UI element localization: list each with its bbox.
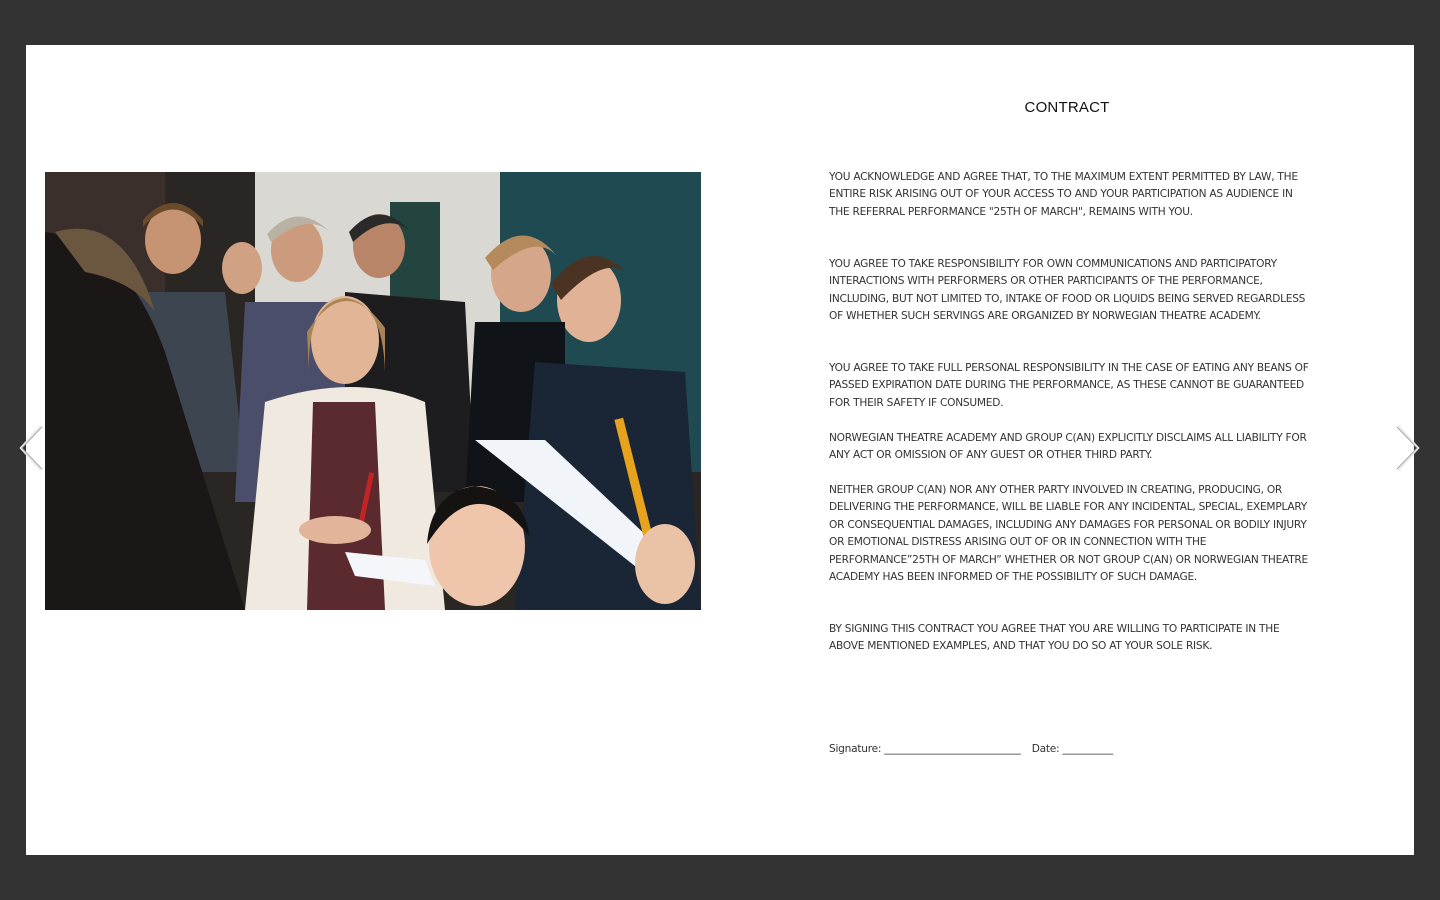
document-page	[26, 45, 1414, 855]
contract-clause: NORWEGIAN THEATRE ACADEMY AND GROUP C(AN) EXPLICITLY DISCLAIMS ALL LIABILITY FOR ANY ACT OR OMISSION OF ANY GUEST OR OTHER THIRD PARTY.	[829, 432, 1307, 462]
contract-clause: BY SIGNING THIS CONTRACT YOU AGREE THAT YOU ARE WILLING TO PARTICIPATE IN THE ABOVE MENTIONED EXAMPLES, AND THAT YOU DO SO AT YOUR SOLE RISK.	[829, 623, 1280, 653]
performance-photo	[45, 172, 701, 610]
contract-clause: YOU AGREE TO TAKE FULL PERSONAL RESPONSIBILITY IN THE CASE OF EATING ANY BEANS OF PASSED EXPIRATION DATE DURING THE PERFORMANCE, AS THESE CANNOT BE GUARANTEED FOR THEIR SAFETY IF CONSUMED.	[829, 362, 1309, 409]
signature-line: Signature: ___________________________	[829, 743, 1021, 755]
contract-clause: YOU AGREE TO TAKE RESPONSIBILITY FOR OWN COMMUNICATIONS AND PARTICIPATORY INTERACTIONS WITH PERFORMERS OR OTHER PARTICIPANTS OF THE PERFORMANCE, INCLUDING, BUT NOT LIMITED TO, INTAKE OF FOOD OR LIQUIDS BEING SERVED REGARDLESS OF WHETHER SUCH SERVINGS ARE ORGANIZED BY NORWEGIAN THEATRE ACADEMY.	[829, 258, 1306, 323]
contract-clause: NEITHER GROUP C(AN) NOR ANY OTHER PARTY INVOLVED IN CREATING, PRODUCING, OR DELIVERING THE PERFORMANCE, WILL BE LIABLE FOR ANY INCIDENTAL, SPECIAL, EXEMPLARY OR CONSEQUENTIAL DAMAGES, INCLUDING ANY DAMAGES FOR PERSONAL OR BODILY INJURY OR EMOTIONAL DISTRESS ARISING OUT OF OR IN CONNECTION WITH THE PERFORMANCE”25TH OF MARCH” WHETHER OR NOT GROUP C(AN) OR NORWEGIAN THEATRE ACADEMY HAS BEEN INFORMED OF THE POSSIBILITY OF SUCH DAMAGE.	[829, 484, 1308, 584]
signature-row	[829, 743, 1121, 755]
previous-button[interactable]	[18, 424, 44, 472]
date-line: Date: __________	[1031, 743, 1113, 755]
chevron-right-icon	[1395, 424, 1421, 472]
photo-illustration	[45, 172, 701, 610]
next-button[interactable]	[1395, 424, 1421, 472]
chevron-left-icon	[18, 424, 44, 472]
contract-title: CONTRACT	[1024, 99, 1110, 116]
contract-clause: YOU ACKNOWLEDGE AND AGREE THAT, TO THE MAXIMUM EXTENT PERMITTED BY LAW, THE ENTIRE RISK ARISING OUT OF YOUR ACCESS TO AND YOUR PARTICIPATION AS AUDIENCE IN THE REFERRAL PERFORMANCE "25TH OF MARCH", REMAINS WITH YOU.	[829, 171, 1298, 218]
